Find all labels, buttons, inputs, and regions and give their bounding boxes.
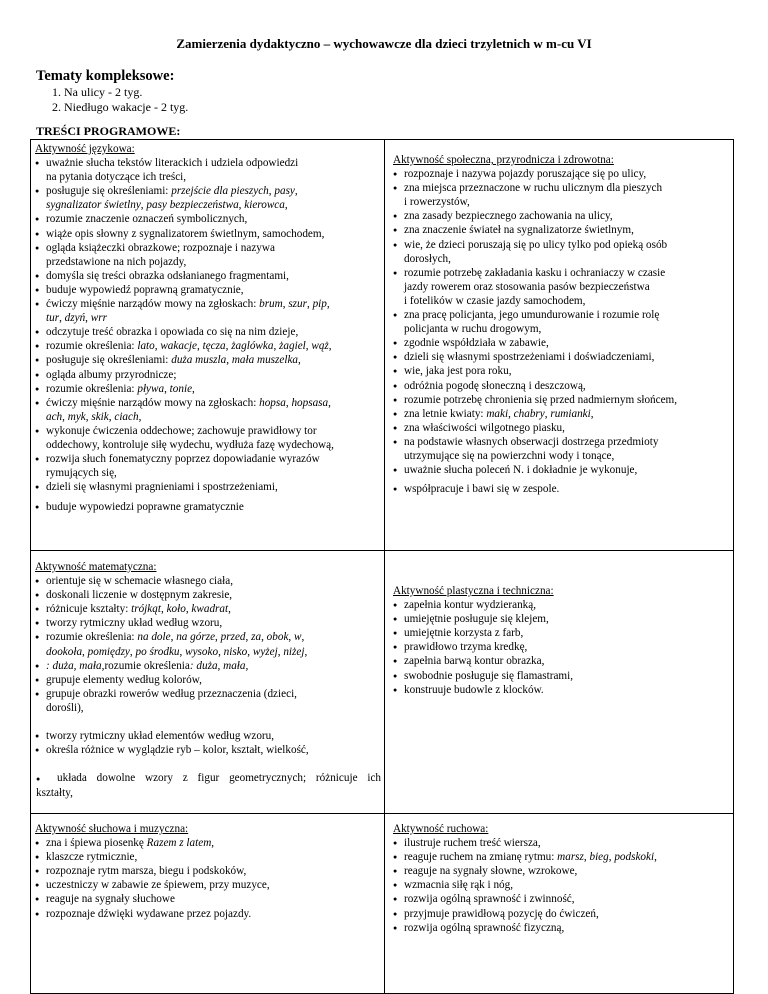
item-text: , — [282, 298, 289, 311]
item-text: dorośli), — [46, 701, 84, 714]
keyword-text: tonie — [169, 382, 193, 395]
keyword-text: pływa — [137, 382, 165, 395]
keyword-text: na górze — [176, 631, 216, 644]
list-item: ● tworzy rytmiczny układ elementów według wzoru, — [35, 729, 381, 743]
list-item — [35, 907, 381, 921]
item-text: zna letnie kwiaty: — [404, 407, 487, 420]
item-text: rozwija ogólną sprawność i zwinność, — [404, 893, 575, 906]
math-extra-text: układa dowolne wzory z figur geometrycznych; różnicuje ich — [57, 772, 382, 785]
item-text: , — [294, 185, 298, 198]
item-text: zna właściwości wilgotnego piasku, — [404, 421, 565, 434]
keyword-text: chabry — [513, 407, 545, 420]
keyword-text: wyżej — [252, 645, 278, 658]
list-item — [393, 350, 729, 364]
item-text: , — [62, 410, 68, 423]
keyword-text: : duża, mała, — [189, 659, 249, 672]
math-extra-paragraph — [35, 771, 381, 800]
keyword-text: dzyń — [64, 312, 86, 325]
list-item: ● swobodnie posługuje się flamastrami, — [393, 669, 729, 683]
keyword-text: niżej — [283, 645, 305, 658]
list-item — [393, 209, 729, 223]
keyword-text: hopsasa — [291, 396, 329, 409]
keyword-text: na dole — [137, 631, 171, 644]
item-text: , — [108, 410, 115, 423]
keyword-text: pomiędzy — [87, 645, 130, 658]
item-text: , — [544, 407, 551, 420]
item-text: ćwiczy mięśnie narządów mowy na zgłoskach: — [46, 396, 260, 409]
list-item — [393, 336, 729, 350]
keyword-text: kwadrat — [191, 603, 229, 616]
item-text: , — [288, 631, 294, 644]
item-text: , — [305, 340, 312, 353]
item-text: ogląda albumy przyrodnicze; — [46, 368, 177, 381]
item-text: uważnie słucha tekstów literackich i udziela odpowiedzi — [46, 157, 299, 170]
topics-heading: Tematy kompleksowe: — [36, 68, 175, 84]
keyword-text: za — [251, 631, 262, 644]
list-item — [35, 574, 381, 588]
page-title: Zamierzenia dydaktyczno – wychowawcze dla dzieci trzyletnich w m-cu VI — [176, 36, 592, 51]
keyword-text: wąż — [311, 340, 329, 353]
item-text: rozpoznaje i nazywa pojazdy poruszające się po ulicy, — [404, 168, 647, 181]
keyword-text: kierowca — [244, 199, 285, 212]
keyword-text: mała muszelka — [231, 354, 299, 367]
item-text: wzmacnia siłę rąk i nóg, — [404, 879, 514, 892]
item-text: dzieli się własnymi spostrzeżeniami i doświadczeniami, — [404, 351, 655, 364]
program-heading: TREŚCI PROGRAMOWE: — [36, 124, 181, 138]
item-text: rozpoznaje rytm marsza, biegu i podskoków, — [46, 865, 247, 878]
item-text: uważnie słucha poleceń N. i dokładnie je wykonuje, — [404, 464, 638, 477]
item-text: rozwija ogólną sprawność fizyczną, — [404, 921, 565, 934]
list-item — [35, 616, 381, 630]
item-text: , — [508, 407, 514, 420]
keyword-text: ciach — [114, 410, 139, 423]
keyword-text: w — [294, 631, 302, 644]
item-text: , — [583, 851, 590, 864]
item-text: , — [228, 603, 231, 616]
item-text: rozumie znaczenie oznaczeń symbolicznych, — [46, 213, 248, 226]
item-text: rozumie określenia: — [46, 631, 138, 644]
keyword-text: tęcza — [202, 340, 226, 353]
list-item: ● zapełnia kontur wydzieranką, — [393, 598, 729, 612]
list-item — [393, 181, 729, 209]
item-text: utrzymujące się na powierzchni wody i tonące, — [404, 449, 615, 462]
keyword-text: szur — [288, 298, 307, 311]
keyword-text: przejście dla pieszych — [171, 185, 269, 198]
item-text: zna pracę policjanta, jego umundurowanie i rozumie rolę — [404, 309, 660, 322]
item-text: zna zasady bezpiecznego zachowania na ulicy, — [404, 210, 613, 223]
keyword-text: koło — [166, 603, 186, 616]
keyword-text: po środku — [135, 645, 180, 658]
movement-heading: Aktywność ruchowa: — [393, 823, 489, 835]
keyword-text: obok — [266, 631, 289, 644]
item-text: rozumie potrzebę zakładania kasku i ochraniaczy w czasie — [404, 266, 666, 279]
list-item — [35, 630, 381, 658]
list-item — [35, 452, 381, 480]
list-item — [35, 184, 381, 212]
item-text: , — [215, 631, 221, 644]
language-list — [35, 156, 381, 494]
item-text: doskonali liczenie w dostępnym zakresie, — [46, 589, 233, 602]
item-text: , — [273, 340, 280, 353]
item-text: i rowerzystów, — [404, 196, 470, 209]
item-text: wykonuje ćwiczenia oddechowe; zachowuje prawidłowy tor — [46, 424, 317, 437]
item-text: domyśla się treści obrazka odsłanianego fragmentami, — [46, 269, 289, 282]
list-item — [35, 659, 381, 673]
language-extra-list — [35, 500, 381, 514]
program-table — [30, 139, 734, 994]
item-text: , — [160, 603, 167, 616]
item-text: odróżnia pogodę słoneczną i deszczową, — [404, 379, 586, 392]
movement-list — [393, 836, 729, 935]
list-item — [35, 836, 381, 850]
item-text: , — [170, 631, 177, 644]
item-text: , — [185, 603, 192, 616]
list-item — [35, 227, 381, 241]
list-item: ● prawidłowo trzyma kredkę, — [393, 640, 729, 654]
item-text: zgodnie współdziała w zabawie, — [404, 337, 549, 350]
language-cell — [35, 142, 381, 514]
item-text: odczytuje treść obrazka i opowiada co się na nim dzieje, — [46, 326, 299, 339]
keyword-text: sygnalizator świetlny — [46, 199, 141, 212]
list-item — [35, 673, 381, 687]
list-item — [35, 297, 381, 325]
item-text: , — [85, 312, 91, 325]
art-heading: Aktywność plastyczna i techniczna: — [393, 585, 554, 597]
list-item — [35, 588, 381, 602]
item-text: dorosłych, — [404, 252, 451, 265]
item-text: różnicuje kształty: — [46, 603, 132, 616]
list-item: ● umiejętnie korzysta z farb, — [393, 626, 729, 640]
keyword-text: pasy — [274, 185, 295, 198]
item-text: , — [211, 837, 215, 850]
item-text: posługuje się określeniami: — [46, 354, 172, 367]
list-item — [35, 325, 381, 339]
item-text: rozpoznaje dźwięki wydawane przez pojazdy. — [46, 907, 252, 920]
item-text: , — [85, 410, 92, 423]
math-extra-list — [35, 729, 381, 757]
item-text: rozumie określenia: — [46, 382, 138, 395]
item-text: , — [306, 298, 313, 311]
math-extra-line — [36, 771, 381, 786]
item-text: , — [608, 851, 615, 864]
math-list — [35, 574, 381, 715]
item-text: wie, że dzieci poruszają się po ulicy tylko pod opieką osób — [404, 238, 668, 251]
item-text: reaguje ruchem na zmianę rytmu: — [404, 851, 558, 864]
list-item — [35, 602, 381, 616]
list-item — [35, 241, 381, 269]
keyword-text: maki — [486, 407, 509, 420]
list-item — [35, 212, 381, 226]
item-text: posługuje się określeniami: — [46, 185, 172, 198]
list-item — [35, 687, 381, 715]
list-item: ● współpracuje i bawi się w zespole. — [393, 482, 729, 496]
keyword-text: żagiel — [279, 340, 306, 353]
item-text: , — [328, 340, 332, 353]
math-extra-line: kształty, — [36, 787, 73, 800]
list-item: ● określa różnice w wyglądzie ryb – kolor, kształt, wielkość, — [35, 743, 381, 757]
list-item — [35, 353, 381, 367]
keyword-text: hopsa — [259, 396, 286, 409]
keyword-text: pasy bezpieczeństwa — [146, 199, 239, 212]
item-text: orientuje się w schemacie własnego ciała, — [46, 575, 234, 588]
keyword-text: ach — [46, 410, 63, 423]
list-item — [393, 238, 729, 266]
social-cell — [393, 153, 729, 496]
keyword-text: przed — [220, 631, 246, 644]
list-item — [393, 167, 729, 181]
list-item — [35, 480, 381, 494]
item-text: , — [218, 645, 224, 658]
item-text: rozumie potrzebę chronienia się przed nadmiernym słońcem, — [404, 393, 678, 406]
item-text: buduje wypowiedź poprawną gramatycznie, — [46, 283, 244, 296]
list-item — [393, 421, 729, 435]
list-item — [35, 864, 381, 878]
item-text: przedstawione na nich pojazdy, — [46, 255, 187, 268]
list-item — [393, 921, 729, 935]
item-text: policjanta w ruchu drogowym, — [404, 323, 542, 336]
social-heading: Aktywność społeczna, przyrodnicza i zdrowotna: — [393, 154, 614, 166]
item-text: grupuje obrazki rowerów według przeznaczenia (dzieci, — [46, 687, 297, 700]
music-cell — [35, 822, 381, 921]
keyword-text: duża muszla — [171, 354, 227, 367]
item-text: , — [277, 645, 284, 658]
item-text: , — [226, 354, 232, 367]
item-text: zna i śpiewa piosenkę — [46, 837, 147, 850]
movement-cell — [393, 822, 729, 935]
list-item: ● zapełnia barwą kontur obrazka, — [393, 654, 729, 668]
keyword-text: Razem z latem — [146, 837, 212, 850]
keyword-text: skik — [91, 410, 109, 423]
list-item — [393, 463, 729, 477]
item-text: ćwiczy mięśnie narządów mowy na zgłoskach: — [46, 298, 260, 311]
item-text: rozumie określenia — [104, 659, 190, 672]
art-cell — [393, 584, 729, 697]
item-text: , — [154, 340, 161, 353]
item-text: , — [225, 340, 232, 353]
keyword-text: lato — [137, 340, 155, 353]
list-item — [393, 266, 729, 308]
table-divider-vertical — [384, 140, 385, 993]
list-item: ● umiejętnie posługuje się klejem, — [393, 612, 729, 626]
list-item — [393, 850, 729, 864]
item-text: , — [247, 645, 253, 658]
music-heading: Aktywność słuchowa i muzyczna: — [35, 823, 189, 835]
item-text: dzieli się własnymi pragnieniami i spostrzeżeniami, — [46, 481, 278, 494]
table-divider-row2 — [31, 813, 733, 814]
list-item — [393, 308, 729, 336]
topic-item: 2. Niedługo wakacje - 2 tyg. — [52, 100, 189, 114]
list-item — [393, 892, 729, 906]
list-item — [393, 393, 729, 407]
list-item — [35, 878, 381, 892]
list-item — [35, 424, 381, 452]
language-heading: Aktywność językowa: — [35, 143, 135, 155]
item-text: , — [140, 199, 147, 212]
item-text: , — [590, 407, 594, 420]
item-text: na podstawie własnych obserwacji dostrzega przedmioty — [404, 435, 659, 448]
item-text: , — [164, 382, 170, 395]
list-item — [393, 364, 729, 378]
item-text: , — [59, 312, 65, 325]
list-item — [35, 283, 381, 297]
keyword-text: wysoko — [185, 645, 219, 658]
item-text: wie, jaka jest pora roku, — [404, 365, 512, 378]
list-item — [393, 907, 729, 921]
item-text: rozumie określenia: — [46, 340, 138, 353]
item-text: , — [301, 631, 305, 644]
bullet-icon: ● — [36, 775, 48, 784]
item-text: , — [285, 396, 292, 409]
list-item — [35, 368, 381, 382]
item-text: , — [326, 298, 330, 311]
topics-list — [52, 85, 188, 115]
item-text: , — [192, 382, 195, 395]
item-text: i fotelików w czasie jazdy samochodem, — [404, 294, 586, 307]
list-item — [393, 864, 729, 878]
list-item — [393, 878, 729, 892]
list-item — [35, 269, 381, 283]
keyword-text: myk — [67, 410, 86, 423]
item-text: , — [238, 199, 245, 212]
item-text: , — [284, 199, 288, 212]
keyword-text: pip — [312, 298, 327, 311]
item-text: wiąże opis słowny z sygnalizatorem świetlnym, samochodem, — [46, 227, 325, 240]
list-item — [35, 156, 381, 184]
keyword-text: brum — [259, 298, 283, 311]
item-text: przyjmuje prawidłową pozycję do ćwiczeń, — [404, 907, 599, 920]
list-item — [393, 223, 729, 237]
item-text: ogląda książeczki obrazkowe; rozpoznaje i nazywa — [46, 241, 275, 254]
list-item — [35, 892, 381, 906]
list-item — [393, 836, 729, 850]
keyword-text: wrr — [90, 312, 107, 325]
keyword-text: dookoła — [46, 645, 83, 658]
math-heading: Aktywność matematyczna: — [35, 561, 157, 573]
item-text: grupuje elementy według kolorów, — [46, 673, 202, 686]
item-text: rymujących się, — [46, 467, 117, 480]
item-text: jazdy rowerem oraz stosowania pasów bezpieczeństwa — [404, 280, 650, 293]
item-text: oddechowy, kontroluje siłę wydechu, wydłuża fazę wydechową, — [46, 438, 334, 451]
list-item — [393, 379, 729, 393]
keyword-text: żaglówka — [231, 340, 274, 353]
keyword-text: rumianki — [550, 407, 591, 420]
item-text: na pytania dotyczące ich treści, — [46, 171, 187, 184]
social-list — [393, 167, 729, 477]
topic-item: 1. Na ulicy - 2 tyg. — [52, 85, 143, 99]
item-text: , — [179, 645, 186, 658]
math-cell — [35, 560, 381, 800]
keyword-text: podskoki — [614, 851, 655, 864]
list-item: ● konstruuje budowle z klocków. — [393, 683, 729, 697]
item-text: , — [82, 645, 88, 658]
table-divider-row1 — [31, 550, 733, 551]
item-text: , — [138, 410, 142, 423]
item-text: , — [328, 396, 331, 409]
list-item — [35, 382, 381, 396]
list-item — [35, 396, 381, 424]
keyword-text: tur — [46, 312, 60, 325]
item-text: ilustruje ruchem treść wiersza, — [404, 837, 541, 850]
item-text: , — [268, 185, 275, 198]
keyword-text: : duża, mała, — [46, 659, 105, 672]
item-text: , — [245, 631, 252, 644]
item-text: zna znaczenie świateł na sygnalizatorze świetlnym, — [404, 224, 634, 237]
social-extra-list — [393, 482, 729, 496]
list-item — [393, 407, 729, 421]
item-text: klaszcze rytmicznie, — [46, 851, 138, 864]
music-list — [35, 836, 381, 921]
keyword-text: marsz — [557, 851, 584, 864]
keyword-text: bieg — [589, 851, 609, 864]
art-list — [393, 598, 729, 697]
item-text: , — [654, 851, 657, 864]
item-text: zna miejsca przeznaczone w ruchu ulicznym dla pieszych — [404, 182, 663, 195]
item-text: uczestniczy w zabawie ze śpiewem, przy muzyce, — [46, 879, 270, 892]
item-text: rozwija słuch fonematyczny poprzez dopowiadanie wyrazów — [46, 453, 320, 466]
keyword-text: wakacje — [160, 340, 197, 353]
item-text: , — [304, 645, 308, 658]
keyword-text: trójkąt — [131, 603, 161, 616]
item-text: reaguje na sygnały słowne, wzrokowe, — [404, 865, 578, 878]
list-item — [35, 339, 381, 353]
item-text: , — [261, 631, 267, 644]
list-item: ● buduje wypowiedzi poprawne gramatycznie — [35, 500, 381, 514]
item-text: , — [129, 645, 136, 658]
list-item — [35, 850, 381, 864]
item-text: reaguje na sygnały słuchowe — [46, 893, 175, 906]
keyword-text: nisko — [223, 645, 248, 658]
list-item — [393, 435, 729, 463]
item-text: tworzy rytmiczny układ według wzoru, — [46, 617, 223, 630]
item-text: , — [298, 354, 301, 367]
item-text: , — [197, 340, 203, 353]
